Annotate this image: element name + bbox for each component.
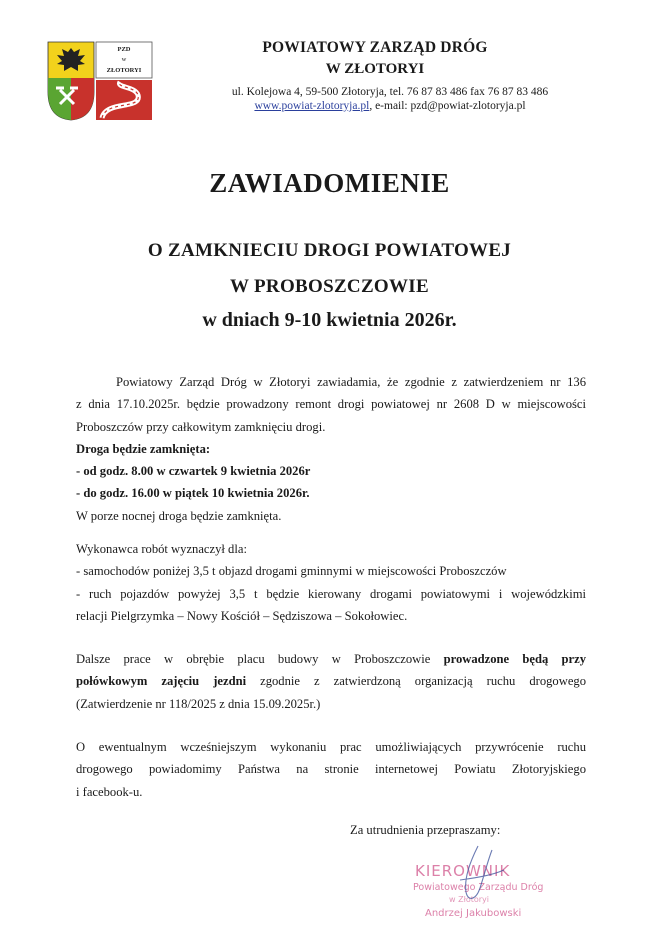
text-line: z dnia 17.10.2025r. będzie prowadzony remont drogi powiatowej nr 2608 D w miejscowości bbox=[76, 397, 586, 412]
text-line: drogowego powiadomimy Państwa na stronie internetowej Powiatu Złotoryjskiego bbox=[76, 762, 586, 777]
text-run: zgodnie z zatwierdzoną organizacją ruchu drogowego bbox=[246, 674, 586, 689]
signature-icon bbox=[430, 840, 520, 910]
text-line bbox=[76, 648, 586, 670]
closing-apology: Za utrudnienia przepraszamy: bbox=[350, 823, 501, 837]
detour-route: relacji Pielgrzymka – Nowy Kościół – Sędziszowa – Sokołowiec. bbox=[76, 608, 408, 623]
subtitle-line-1: O ZAMKNIECIU DROGI POWIATOWEJ bbox=[147, 240, 512, 261]
org-city: W ZŁOTORYI bbox=[325, 61, 425, 77]
approval-reference: (Zatwierdzenie nr 118/2025 z dnia 15.09.2025r.) bbox=[76, 696, 321, 711]
paragraph-early-completion bbox=[76, 736, 586, 803]
org-name: POWIATOWY ZARZĄD DRÓG bbox=[262, 39, 488, 56]
text-run-bold: prowadzone będą przy bbox=[443, 652, 586, 666]
paragraph-detours bbox=[76, 538, 586, 627]
text-run: Dalsze prace w obrębie placu budowy w Proboszczowie bbox=[76, 652, 444, 666]
pzd-logo bbox=[46, 40, 154, 122]
subtitle-line-2: W PROBOSZCZOWIE bbox=[230, 276, 429, 297]
org-address: ul. Kolejowa 4, 59-500 Złotoryja, tel. 76 87 83 486 fax 76 87 83 486 bbox=[231, 86, 549, 98]
stamp-unit: Powiatowego Zarządu Dróg bbox=[413, 882, 544, 893]
stamp-role: KIEROWNIK bbox=[415, 862, 511, 880]
logo-text-city: ZŁOTORYI bbox=[106, 67, 142, 74]
website-link[interactable]: www.powiat-zlotoryja.pl bbox=[254, 100, 370, 112]
stamp-name: Andrzej Jakubowski bbox=[425, 908, 522, 919]
text-line: Powiatowy Zarząd Dróg w Złotoryi zawiadamia, że zgodnie z zatwierdzeniem nr 136 bbox=[116, 375, 586, 389]
logo-text-w: w bbox=[121, 56, 127, 63]
detour-intro: Wykonawca robót wyznaczył dla: bbox=[76, 542, 247, 556]
paragraph-further-works bbox=[76, 648, 586, 715]
text-line: O ewentualnym wcześniejszym wykonaniu prac umożliwiających przywrócenie ruchu bbox=[76, 740, 586, 754]
document-title: ZAWIADOMIENIE bbox=[209, 168, 450, 198]
email-separator: , e-mail: bbox=[369, 100, 411, 112]
detour-heavy-vehicles: - ruch pojazdów powyżej 3,5 t będzie kierowany drogami powiatowymi i wojewódzkimi bbox=[76, 586, 586, 601]
text-run-bold: połówkowym zajęciu jezdni bbox=[76, 674, 247, 689]
closure-from: - od godz. 8.00 w czwartek 9 kwietnia 2026r bbox=[76, 464, 311, 479]
contact-line bbox=[180, 99, 600, 113]
closure-to: - do godz. 16.00 w piątek 10 kwietnia 2026r. bbox=[76, 486, 310, 501]
text-line: Proboszczów przy całkowitym zamknięciu drogi. bbox=[76, 419, 326, 434]
detour-light-vehicles: - samochodów poniżej 3,5 t objazd drogami gminnymi w miejscowości Proboszczów bbox=[76, 564, 507, 579]
paragraph-announcement bbox=[76, 371, 586, 527]
text-line bbox=[76, 670, 586, 692]
closure-dates: w dniach 9-10 kwietnia 2026r. bbox=[202, 309, 457, 331]
night-closure-note: W porze nocnej droga będzie zamknięta. bbox=[76, 508, 282, 523]
text-line: i facebook-u. bbox=[76, 784, 143, 799]
closure-heading: Droga będzie zamknięta: bbox=[76, 441, 211, 456]
coat-of-arms-icon bbox=[48, 42, 94, 120]
logo-text-pzd: PZD bbox=[117, 46, 131, 53]
email-address[interactable]: pzd@powiat-zlotoryja.pl bbox=[410, 100, 526, 112]
stamp-city: w Złotoryi bbox=[449, 895, 490, 904]
